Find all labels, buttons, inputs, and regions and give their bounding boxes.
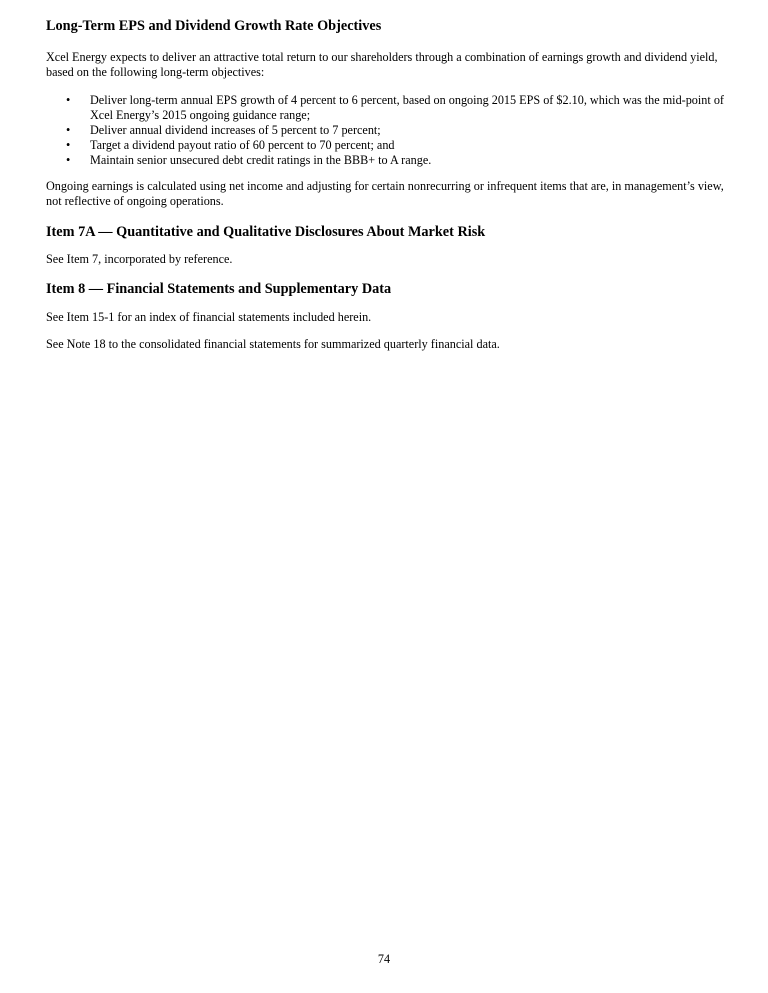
section-heading-item-7a: Item 7A — Quantitative and Qualitative Disclosures About Market Risk (46, 224, 486, 240)
section-heading-item-8: Item 8 — Financial Statements and Supplementary Data (46, 281, 392, 297)
list-item-text: Deliver annual dividend increases of 5 percent to 7 percent; (90, 123, 381, 137)
page-number: 74 (377, 952, 391, 966)
item-8-note-paragraph: See Note 18 to the consolidated financial statements for summarized quarterly financial data. (46, 337, 500, 351)
item-7a-paragraph: See Item 7, incorporated by reference. (46, 252, 233, 266)
item-8-index-paragraph: See Item 15-1 for an index of financial statements included herein. (46, 310, 372, 324)
bullet-icon: • (66, 153, 71, 167)
bullet-icon: • (66, 138, 71, 152)
bullet-icon: • (66, 123, 71, 137)
section-heading-eps-objectives: Long-Term EPS and Dividend Growth Rate Objectives (46, 18, 382, 34)
bullet-icon: • (66, 93, 71, 107)
list-item (46, 123, 724, 138)
list-item-text: Deliver long-term annual EPS growth of 4 percent to 6 percent, based on ongoing 2015 EPS of $2.10, which was the mid-point of Xcel Energy’s 2015 ongoing guidance range; (90, 93, 724, 122)
list-item (46, 153, 724, 168)
ongoing-earnings-paragraph: Ongoing earnings is calculated using net income and adjusting for certain nonrecurring or infrequent items that are, in management’s view, not reflective of ongoing operations. (46, 179, 724, 208)
list-item-text: Maintain senior unsecured debt credit ratings in the BBB+ to A range. (90, 153, 432, 167)
list-item-text: Target a dividend payout ratio of 60 percent to 70 percent; and (90, 138, 395, 152)
objectives-list (46, 93, 724, 168)
list-item (46, 93, 724, 123)
list-item (46, 138, 724, 153)
intro-paragraph: Xcel Energy expects to deliver an attractive total return to our shareholders through a combination of earnings growth and dividend yield, based on the following long-term objectives: (46, 50, 718, 79)
